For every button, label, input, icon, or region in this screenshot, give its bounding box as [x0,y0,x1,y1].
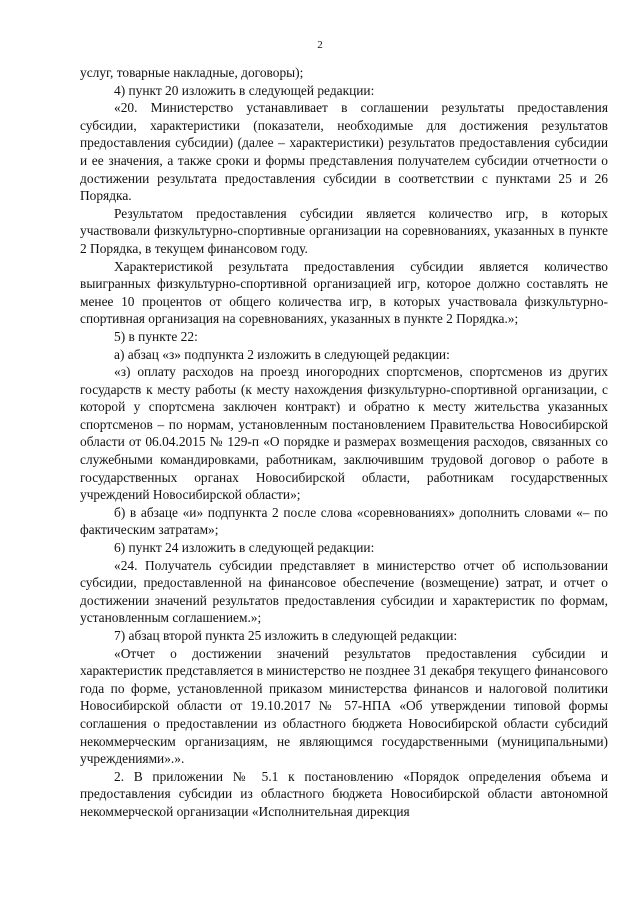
paragraph-item-6: 6) пункт 24 изложить в следующей редакции: [114,540,375,556]
paragraph-continuation: услуг, товарные накладные, договоры); [80,65,304,80]
paragraph-report: «Отчет о достижении значений результатов предоставления субсидии и характеристик представляется в министерство не позднее 31 декабря текущего финансового года по форме, установленной приказом министерства финансов и налоговой политики Новосибирской области от 19.10.2017 № 57-НПА «Об утверждении типовой формы соглашения о предоставлении из областного бюджета Новосибирской области субсидий некоммерческим организациям, не являющимся государственными (муниципальными) учреждениями».». [80,645,608,767]
paragraph-item-5: 5) в пункте 22: [114,328,198,344]
paragraph-clause-20: «20. Министерство устанавливает в соглашении результаты предоставления субсидии, характеристики (показатели, необходимые для достижения результатов предоставления субсидии) (далее – характеристики) результатов предоставления субсидии и ее значения, а также сроки и формы представления получателем субсидии отчетности о достижении результата предоставления субсидии в соответствии с пунктами 25 и 26 Порядка. [80,100,608,204]
paragraph-clause-24: «24. Получатель субсидии представляет в министерство отчет об использовании субсидии, предоставленной на финансовое обеспечение (возмещение) затрат, и отчет о достижении значений результатов предоставления субсидии и характеристик по формам, установленным соглашением.»; [80,557,608,626]
paragraph-subclause-z: «з) оплату расходов на проезд иногородних спортсменов, спортсменов из других государств к месту работы (к месту нахождения физкультурно-спортивной организации, с которой у спортсмена заключен контракт) и обратно к месту жительства указанных спортсменов – по нормам, установленным постановлением Правительства Новосибирской области от 06.04.2015 № 129-п «О порядке и размерах возмещения расходов, связанных со служебными командировками, работникам, заключившим трудовой договор о работе в государственных органах Новосибирской области, работникам государственных учреждений Новосибирской области»; [80,364,608,503]
paragraph-characteristic: Характеристикой результата предоставления субсидии является количество выигранных физкультурно-спортивной организацией игр, которое должно составлять не менее 10 процентов от общего количества игр, в которых участвовала физкультурно-спортивная организация на соревнованиях, указанных в пункте 2 Порядка.»; [80,258,608,327]
page-number: 2 [317,39,323,51]
paragraph-item-5a: а) абзац «з» подпункта 2 изложить в следующей редакции: [114,346,450,362]
paragraph-section-2: 2. В приложении № 5.1 к постановлению «Порядок определения объема и предоставления субсидии из областного бюджета Новосибирской области автономной некоммерческой организации «Исполнительная дирекция [80,768,608,819]
document-body [80,64,608,821]
paragraph-result: Результатом предоставления субсидии является количество игр, в которых участвовали физкультурно-спортивные организации на соревнованиях, указанных в пункте 2 Порядка, в текущем финансовом году. [80,205,608,256]
paragraph-item-7: 7) абзац второй пункта 25 изложить в следующей редакции: [114,628,458,643]
paragraph-item-4: 4) пункт 20 изложить в следующей редакции: [114,82,375,98]
paragraph-item-5b: б) в абзаце «и» подпункта 2 после слова «соревнованиях» дополнить словами «– по фактическим затратам»; [80,504,608,538]
